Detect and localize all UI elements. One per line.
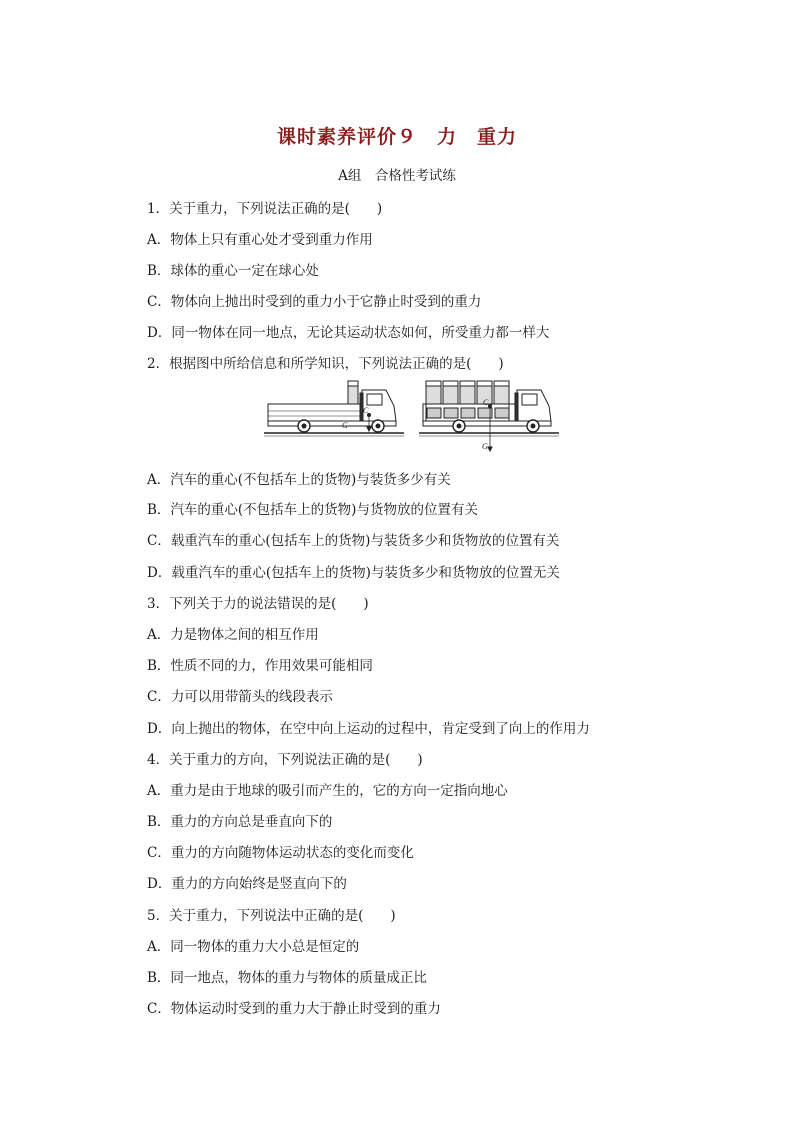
question-3-option-b: B．性质不同的力，作用效果可能相同 xyxy=(147,658,373,674)
question-4-option-c: C．重力的方向随物体运动状态的变化而变化 xyxy=(147,845,414,861)
loaded-truck xyxy=(419,381,559,451)
question-2-option-a: A．汽车的重心(不包括车上的货物)与装货多少有关 xyxy=(147,472,451,488)
question-1-option-a: A．物体上只有重心处才受到重力作用 xyxy=(147,232,373,248)
question-3-stem: 3．下列关于力的说法错误的是( ) xyxy=(147,596,369,612)
question-4-stem: 4．关于重力的方向，下列说法正确的是( ) xyxy=(147,752,423,768)
question-1-option-d: D．同一物体在同一地点，无论其运动状态如何，所受重力都一样大 xyxy=(147,325,550,341)
truck-1-label-c: C xyxy=(363,406,369,415)
question-2-option-c: C．载重汽车的重心(包括车上的货物)与装货多少和货物放的位置有关 xyxy=(147,533,560,549)
truck-figure xyxy=(264,378,559,458)
question-5-option-c: C．物体运动时受到的重力大于静止时受到的重力 xyxy=(147,1001,441,1017)
question-4-option-b: B．重力的方向总是垂直向下的 xyxy=(147,814,333,830)
page-title: 课时素养评价９ 力 重力 xyxy=(276,126,517,148)
empty-truck xyxy=(264,381,404,436)
question-4-option-a: A．重力是由于地球的吸引而产生的，它的方向一定指向地心 xyxy=(147,783,508,799)
truck-1-label-g: G xyxy=(342,421,348,430)
question-5-option-a: A．同一物体的重力大小总是恒定的 xyxy=(147,939,360,955)
question-1-stem: 1．关于重力，下列说法正确的是( ) xyxy=(147,201,383,217)
question-5-stem: 5．关于重力，下列说法中正确的是( ) xyxy=(147,908,396,924)
truck-2-label-g: G xyxy=(482,442,488,451)
section-heading: A组 合格性考试练 xyxy=(338,168,456,184)
question-3-option-a: A．力是物体之间的相互作用 xyxy=(147,627,319,643)
truck-2-label-c: C xyxy=(483,398,489,407)
question-1-option-b: B．球体的重心一定在球心处 xyxy=(147,263,319,279)
question-2-option-d: D．载重汽车的重心(包括车上的货物)与装货多少和货物放的位置无关 xyxy=(147,565,560,581)
question-5-option-b: B．同一地点，物体的重力与物体的质量成正比 xyxy=(147,970,427,986)
question-3-option-d: D．向上抛出的物体，在空中向上运动的过程中，肯定受到了向上的作用力 xyxy=(147,721,590,737)
question-2-option-b: B．汽车的重心(不包括车上的货物)与货物放的位置有关 xyxy=(147,502,478,518)
question-3-option-c: C．力可以用带箭头的线段表示 xyxy=(147,689,333,705)
question-4-option-d: D．重力的方向始终是竖直向下的 xyxy=(147,876,347,892)
question-1-option-c: C．物体向上抛出时受到的重力小于它静止时受到的重力 xyxy=(147,294,482,310)
trucks-illustration xyxy=(264,378,559,458)
question-2-stem: 2．根据图中所给信息和所学知识，下列说法正确的是( ) xyxy=(147,356,504,372)
